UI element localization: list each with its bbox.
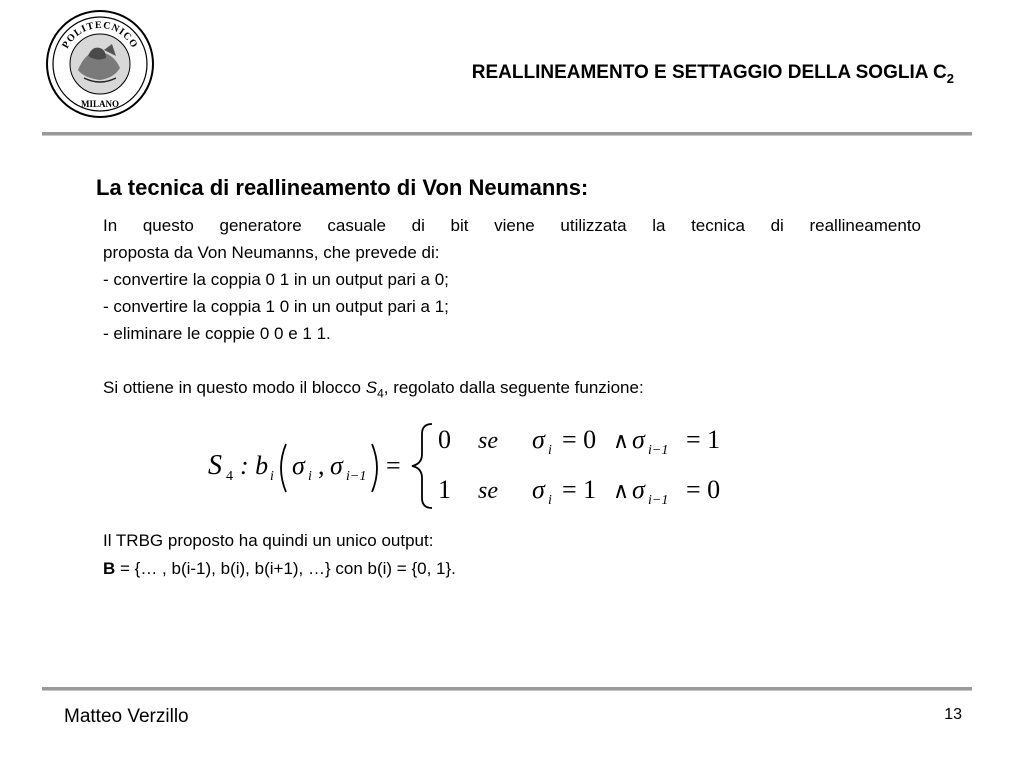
- output-sentence: B = {… , b(i-1), b(i), b(i+1), …} con b(i) = {0, 1}.: [103, 559, 456, 578]
- row1-sigma-prev: σ: [632, 425, 645, 454]
- row2-sigma-prev-sub: i−1: [648, 493, 669, 508]
- formula-sigma-2-sub: i−1: [346, 469, 367, 484]
- row1-sigma-prev-sub: i−1: [648, 443, 669, 458]
- formula-s-sub: 4: [226, 469, 233, 484]
- formula-equals: =: [386, 451, 401, 480]
- intro-paragraph: [103, 212, 921, 347]
- formula-sigma-2: σ: [330, 451, 343, 480]
- piecewise-formula: [200, 418, 740, 513]
- footer-divider: [42, 687, 972, 691]
- row2-se: se: [478, 478, 498, 504]
- slide-title: REALLINEAMENTO E SETTAGGIO DELLA SOGLIA $C_2$: [471, 62, 954, 86]
- formula-b-sub: i: [270, 469, 274, 484]
- intro-line-2: proposta da Von Neumanns, che prevede di:: [103, 243, 440, 262]
- formula-sigma-1: σ: [292, 451, 305, 480]
- footer-author: Matteo Verzillo: [64, 706, 189, 727]
- bullet-item: - convertire la coppia 1 0 in un output pari a 1;: [103, 297, 449, 316]
- logo-text-top: POLITECNICO: [60, 19, 140, 51]
- row1-sigma-i: σ: [532, 425, 545, 454]
- row2-eq1: = 1: [562, 475, 597, 504]
- formula-colon-b: : b: [240, 451, 269, 480]
- header-divider: [42, 132, 972, 136]
- intro-line-1: In questo generatore casuale di bit viene utilizzata la tecnica di reallineamento: [103, 216, 921, 235]
- logo-text-bottom: MILANO: [81, 99, 119, 109]
- block-sentence: Si ottiene in questo modo il blocco $S_4$, regolato dalla seguente funzione:: [103, 378, 644, 401]
- curly-brace: [412, 424, 432, 508]
- row1-value: 0: [438, 425, 451, 454]
- section-heading: La tecnica di reallineamento di Von Neumanns:: [96, 175, 589, 200]
- left-paren: [281, 444, 286, 492]
- page-number: 13: [944, 706, 962, 723]
- row2-value: 1: [438, 475, 451, 504]
- row2-sigma-i: σ: [532, 475, 545, 504]
- trbg-sentence: Il TRBG proposto ha quindi un unico output:: [103, 531, 434, 550]
- right-paren: [372, 444, 377, 492]
- row1-eq2: = 1: [686, 425, 721, 454]
- formula-comma: ,: [318, 451, 325, 480]
- row1-eq1: = 0: [562, 425, 597, 454]
- formula-s: S: [208, 450, 222, 481]
- row2-sigma-i-sub: i: [548, 493, 552, 508]
- row2-eq2: = 0: [686, 475, 721, 504]
- row2-and: ∧: [613, 478, 630, 503]
- bullet-item: - convertire la coppia 0 1 in un output pari a 0;: [103, 270, 449, 289]
- politecnico-logo: [44, 8, 156, 120]
- row2-sigma-prev: σ: [632, 475, 645, 504]
- formula-sigma-1-sub: i: [308, 469, 312, 484]
- bullet-item: - eliminare le coppie 0 0 e 1 1.: [103, 324, 331, 343]
- row1-and: ∧: [613, 428, 630, 453]
- row1-se: se: [478, 428, 498, 454]
- row1-sigma-i-sub: i: [548, 443, 552, 458]
